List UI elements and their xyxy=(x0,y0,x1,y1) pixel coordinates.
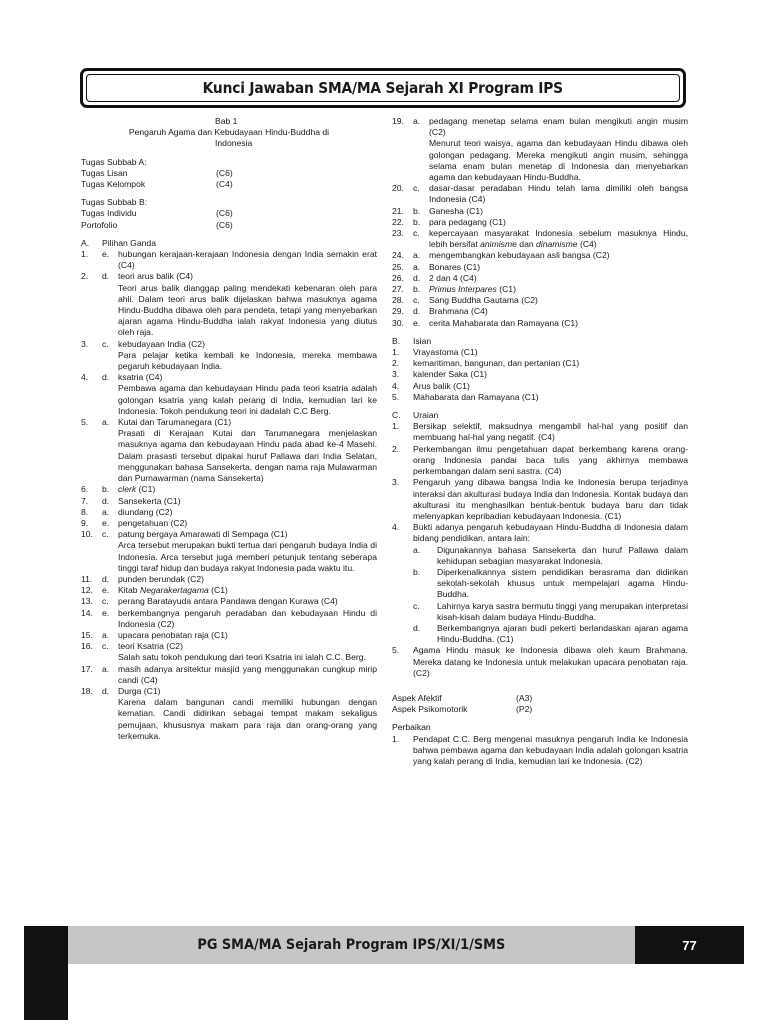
answer-text: Sansekerta (C1) xyxy=(118,495,181,506)
answer-item xyxy=(81,507,377,518)
left-column xyxy=(81,116,377,742)
answer-item xyxy=(392,306,688,317)
answer-item xyxy=(392,228,688,250)
answer-number: 13. xyxy=(81,596,93,607)
answer-number: 1. xyxy=(81,249,89,260)
uraian-sub-letter: c. xyxy=(413,600,420,611)
uraian-text: Bersikap selektif, maksudnya mengambil hal-hal yang positif dan membuang hal-hal yang negatif. (C4) xyxy=(413,421,688,443)
answer-number: 29. xyxy=(392,306,404,317)
answer-text: mengembangkan kebudayaan asli bangsa (C2) xyxy=(429,250,610,261)
answer-number: 17. xyxy=(81,663,93,674)
answer-number: 24. xyxy=(392,250,404,261)
perbaikan-item xyxy=(392,734,688,768)
answer-item xyxy=(392,206,688,217)
answer-number: 3. xyxy=(81,338,89,349)
tugas-b-heading: Tugas Subbab B: xyxy=(81,197,148,208)
answer-item xyxy=(392,116,688,138)
uraian-sub-text: Berkembangnya ajaran budi pekerti berlandaskan ajaran agama Hindu-Buddha. (C1) xyxy=(437,622,688,645)
chapter-title-line2: Indonesia xyxy=(215,138,253,149)
isian-number: 5. xyxy=(392,391,400,402)
answer-number: 30. xyxy=(392,317,404,328)
uraian-text: Agama Hindu masuk ke Indonesia dibawa oleh kaum Brahmana. Mereka datang ke Indonesia untuk melakukan upacara penobatan raja. (C2) xyxy=(413,645,688,678)
answer-letter: c. xyxy=(413,295,420,306)
answer-note: Salah satu tokoh pendukung dari teori Ksatria ini ialah C.C. Berg. xyxy=(118,652,366,663)
answer-number: 10. xyxy=(81,529,93,540)
answer-letter: e. xyxy=(102,517,110,528)
answer-number: 4. xyxy=(81,372,89,383)
answer-number: 16. xyxy=(81,641,93,652)
answer-text: ksatria (C4) xyxy=(118,372,163,383)
answer-number: 18. xyxy=(81,685,93,696)
answer-text: perang Baratayuda antara Pandawa dengan Kurawa (C4) xyxy=(118,596,338,607)
tugas-a-heading: Tugas Subbab A: xyxy=(81,156,147,167)
answer-letter: d. xyxy=(413,272,421,283)
answer-text: 2 dan 4 (C4) xyxy=(429,272,477,283)
answer-text: masih adanya arsitektur masjid yang menggunakan cungkup mirip candi (C4) xyxy=(118,663,377,685)
right-column xyxy=(392,116,688,767)
section-c-heading: C. Uraian xyxy=(392,410,439,421)
answer-note: Para pelajar ketika kembali ke Indonesia, mereka membawa pegaruh kebudayaan India. xyxy=(118,349,377,372)
answer-text: kebudayaan India (C2) xyxy=(118,338,205,349)
answer-letter: b. xyxy=(413,216,421,227)
answer-text: Bonares (C1) xyxy=(429,261,481,272)
uraian-number: 5. xyxy=(392,645,400,656)
answer-text: berkembangnya pengaruh peradaban dan kebudayaan Hindu di Indonesia (C2) xyxy=(118,607,377,629)
isian-item xyxy=(392,358,688,369)
answer-letter: b. xyxy=(413,284,421,295)
answer-letter: d. xyxy=(102,372,110,383)
answer-note: Menurut teori waisya, agama dan kebudayaan Hindu dibawa oleh golongan pedagang. Mereka mengikuti angin musim, sehingga selama enam bulan menetap di Indonesia dan menyebarkan agama dan kebudayaan Hindu-Buddha. xyxy=(429,138,688,183)
isian-text: kemaritiman, bangunan, dan pertanian (C1) xyxy=(413,358,580,369)
uraian-item xyxy=(392,477,688,522)
answer-number: 22. xyxy=(392,216,404,227)
uraian-text: Bukti adanya pengaruh kebudayaan Hindu-Buddha di Indonesia dalam bidang pendidikan, antara lain: xyxy=(413,522,688,544)
answer-number: 12. xyxy=(81,585,93,596)
answer-note: Teori arus balik dianggap paling mendekati kebenaran oleh para ahli. Dalam teori arus balik dijelaskan bahwa masuknya agama Hindu-Buddha dibawa oleh para pendeta, tetapi yang menyebarkan ajaran agama Hindu-Buddha ialah rakyat Indonesia yang diutus oleh raja. xyxy=(118,282,377,338)
answer-item xyxy=(81,630,377,641)
isian-list xyxy=(392,347,688,403)
answer-number: 21. xyxy=(392,205,404,216)
answer-number: 2. xyxy=(81,271,89,282)
uraian-text: Perkembangan ilmu pengetahuan dapat berkembang karena orang-orang Indonesia pandai baca tulis yang akhirnya membawa perkembangan dalam seni sastra. (C4) xyxy=(413,443,688,477)
isian-number: 2. xyxy=(392,358,400,369)
pilihan-ganda-list-right xyxy=(392,116,688,329)
answer-item xyxy=(392,217,688,228)
perbaikan-number: 1. xyxy=(392,733,400,744)
answer-item xyxy=(81,596,377,607)
uraian-sub-letter: b. xyxy=(413,566,421,577)
answer-letter: b. xyxy=(413,205,421,216)
header-box-inner xyxy=(86,74,680,102)
answer-text: kepercayaan masyarakat Indonesia sebelum masuknya Hindu, lebih bersifat animisme dan dinamisme (C4) xyxy=(429,228,688,250)
answer-item xyxy=(81,339,377,350)
isian-item xyxy=(392,392,688,403)
answer-text: punden berundak (C2) xyxy=(118,573,204,584)
answer-number: 26. xyxy=(392,272,404,283)
answer-letter: e. xyxy=(102,585,110,596)
answer-number: 28. xyxy=(392,295,404,306)
uraian-item xyxy=(392,645,688,679)
tugas-row: Tugas Kelompok (C4) xyxy=(81,179,233,190)
answer-letter: c. xyxy=(102,529,109,540)
isian-text: Arus balik (C1) xyxy=(413,380,470,391)
answer-text: Durga (C1) xyxy=(118,685,161,696)
answer-number: 14. xyxy=(81,607,93,618)
answer-text: pedagang menetap selama enam bulan mengikuti angin musim (C2) xyxy=(429,116,688,138)
answer-text: hubungan kerajaan-kerajaan Indonesia dengan India semakin erat (C4) xyxy=(118,249,377,271)
answer-item xyxy=(81,372,377,383)
uraian-list xyxy=(392,421,688,679)
answer-item xyxy=(81,608,377,630)
answer-letter: e. xyxy=(413,317,421,328)
answer-text: cerita Mahabarata dan Ramayana (C1) xyxy=(429,317,579,328)
tugas-row: Tugas Lisan (C6) xyxy=(81,167,233,178)
uraian-number: 4. xyxy=(392,522,400,533)
chapter-title-line1: Pengaruh Agama dan Kebudayaan Hindu-Buddha di xyxy=(128,127,330,138)
answer-text: teori Ksatria (C2) xyxy=(118,641,183,652)
answer-text: Brahmana (C4) xyxy=(429,306,488,317)
answer-letter: e. xyxy=(102,249,110,260)
answer-letter: d. xyxy=(102,685,110,696)
answer-number: 11. xyxy=(81,573,93,584)
uraian-subitem xyxy=(392,545,688,567)
answer-text: upacara penobatan raja (C1) xyxy=(118,629,228,640)
isian-item xyxy=(392,381,688,392)
tugas-row: Portofolio (C6) xyxy=(81,219,233,230)
isian-number: 3. xyxy=(392,369,400,380)
answer-number: 8. xyxy=(81,506,89,517)
page-title: Kunci Jawaban SMA/MA Sejarah XI Program IPS xyxy=(202,79,564,97)
uraian-sub-letter: d. xyxy=(413,622,421,633)
answer-number: 6. xyxy=(81,484,89,495)
isian-number: 4. xyxy=(392,380,400,391)
uraian-sub-text: Lahirnya karya sastra bermutu tinggi yang merupakan interpretasi kisah-kisah dalam budaya Hindu-Buddha. xyxy=(437,600,688,622)
isian-item xyxy=(392,347,688,358)
uraian-sub-letter: a. xyxy=(413,544,421,555)
answer-item xyxy=(81,518,377,529)
answer-text: Ganesha (C1) xyxy=(429,205,483,216)
isian-text: Vrayastoma (C1) xyxy=(413,347,478,358)
answer-letter: c. xyxy=(102,641,109,652)
answer-letter: c. xyxy=(413,183,420,194)
uraian-number: 3. xyxy=(392,477,400,488)
answer-letter: d. xyxy=(102,495,110,506)
uraian-number: 1. xyxy=(392,421,400,432)
answer-number: 23. xyxy=(392,228,404,239)
footer-bar xyxy=(68,926,635,964)
answer-item xyxy=(392,318,688,329)
section-a-heading: A. Pilihan Ganda xyxy=(81,237,156,248)
answer-item xyxy=(392,183,688,205)
answer-number: 9. xyxy=(81,517,89,528)
uraian-item xyxy=(392,444,688,478)
answer-number: 5. xyxy=(81,417,89,428)
answer-item xyxy=(81,686,377,697)
pilihan-ganda-list-left xyxy=(81,249,377,742)
chapter-label: Bab 1 xyxy=(215,116,238,126)
isian-text: kalender Saka (C1) xyxy=(413,369,488,380)
isian-item xyxy=(392,369,688,380)
answer-item xyxy=(392,295,688,306)
answer-text: clerk (C1) xyxy=(118,484,156,495)
answer-item xyxy=(392,273,688,284)
answer-letter: d. xyxy=(413,306,421,317)
answer-note: Karena dalam bangunan candi memiliki hubungan dengan kematian. Candi didirikan sebagai tempat makam sekaligus pemujaan, khususnya makam para raja dan orang-orang yang terkemuka. xyxy=(118,697,377,741)
answer-item xyxy=(81,249,377,271)
perbaikan-list xyxy=(392,734,688,768)
answer-letter: d. xyxy=(102,573,110,584)
answer-number: 20. xyxy=(392,183,404,194)
answer-item xyxy=(81,271,377,282)
answer-number: 19. xyxy=(392,116,404,126)
section-b-heading: B. Isian xyxy=(392,335,432,346)
answer-item xyxy=(81,574,377,585)
answer-text: para pedagang (C1) xyxy=(429,216,506,227)
answer-text: diundang (C2) xyxy=(118,506,173,517)
uraian-subitem xyxy=(392,623,688,645)
answer-item xyxy=(81,664,377,686)
answer-text: Sang Buddha Gautama (C2) xyxy=(429,295,538,306)
answer-text: Kitab Negarakertagama (C1) xyxy=(118,585,228,596)
answer-item xyxy=(81,641,377,652)
perbaikan-text: Pendapat C.C. Berg mengenai masuknya pengaruh India ke Indonesia bahwa pembawa agama dan kebudayaan India adalah golongan ksatria yang kalah perang di India, kemudian lari ke Indonesia. (C2) xyxy=(413,733,688,766)
uraian-item xyxy=(392,522,688,544)
answer-item xyxy=(81,529,377,540)
isian-number: 1. xyxy=(392,347,400,358)
answer-letter: c. xyxy=(102,338,109,349)
answer-text: Kutai dan Tarumanegara (C1) xyxy=(118,417,232,428)
header-box xyxy=(80,68,686,108)
answer-letter: a. xyxy=(102,663,110,674)
answer-letter: c. xyxy=(413,228,420,239)
answer-number: 7. xyxy=(81,495,89,506)
footer-left-block xyxy=(24,926,68,1020)
answer-item xyxy=(81,484,377,495)
answer-letter: a. xyxy=(102,417,110,428)
isian-text: Mahabarata dan Ramayana (C1) xyxy=(413,391,539,402)
answer-item xyxy=(81,585,377,596)
aspek-row: Aspek Afektif (A3) xyxy=(392,692,533,703)
answer-note: Prasati di Kerajaan Kutai dan Tarumanegara menjelaskan masuknya agama dan kebudayaan Hindu pada abad ke-4 Masehi. Dalam prasasti tersebut dipakai huruf Pallawa dari India Selatan, menggunakan bahasa Sansekerta, dengan nama raja Mulawarman dan Purnawarman (nama Sansekerta) xyxy=(118,428,377,484)
answer-text: dasar-dasar peradaban Hindu telah lama dimiliki oleh bangsa Indonesia (C4) xyxy=(429,183,688,205)
answer-letter: a. xyxy=(102,629,110,640)
answer-letter: a. xyxy=(413,116,421,126)
uraian-subitem xyxy=(392,567,688,601)
answer-text: pengetahuan (C2) xyxy=(118,517,188,528)
answer-note: Pembawa agama dan kebudayaan Hindu pada teori ksatria adalah golongan ksatria yang kalah perang di India, kemudian lari ke Indonesia. Tokoh pendukung teori ini dadalah C.C Berg. xyxy=(118,383,377,416)
answer-text: Primus Interpares (C1) xyxy=(429,284,516,295)
answer-letter: d. xyxy=(102,271,110,282)
answer-letter: b. xyxy=(102,484,110,495)
answer-number: 27. xyxy=(392,284,404,295)
uraian-subitem xyxy=(392,601,688,623)
uraian-text: Pengaruh yang dibawa bangsa India ke Indonesia berupa terjadinya interaksi dan akulturasi budaya India dan Indonesia. Kontak budaya dan akulturasi itu menghasilkan bentuk-bentuk budaya baru dan tidak melenyapkan kepribadian kebudayaan Indonesia. (C1) xyxy=(413,477,688,521)
answer-item xyxy=(392,262,688,273)
answer-letter: a. xyxy=(102,506,110,517)
answer-item xyxy=(81,496,377,507)
answer-letter: c. xyxy=(102,596,109,607)
answer-item xyxy=(392,250,688,261)
answer-number: 25. xyxy=(392,261,404,272)
footer-title: PG SMA/MA Sejarah Program IPS/XI/1/SMS xyxy=(197,937,506,953)
uraian-sub-text: Diperkenalkannya sistem pendidikan berasrama dan didirikan sekolah-sekolah khusus untuk mempelajari agama Hindu-Buddha. xyxy=(437,566,688,600)
uraian-number: 2. xyxy=(392,443,400,454)
uraian-item xyxy=(392,421,688,443)
answer-text: patung bergaya Amarawati di Sempaga (C1) xyxy=(118,529,288,540)
perbaikan-heading: Perbaikan xyxy=(392,722,431,733)
uraian-sub-text: Digunakannya bahasa Sansekerta dan huruf Pallawa dalam kehidupan sebagian masyarakat Indonesia. xyxy=(437,544,688,566)
answer-letter: a. xyxy=(413,250,421,261)
answer-item xyxy=(392,284,688,295)
answer-item xyxy=(81,417,377,428)
tugas-row: Tugas Individu (C6) xyxy=(81,208,233,219)
answer-letter: e. xyxy=(102,607,110,618)
answer-text: teori arus balik (C4) xyxy=(118,271,193,282)
answer-number: 15. xyxy=(81,629,93,640)
answer-letter: a. xyxy=(413,261,421,272)
aspek-row: Aspek Psikomotorik (P2) xyxy=(392,704,533,715)
answer-note: Arca tersebut merupakan bukti tertua dari pengaruh budaya India di Indonesia. Arca tersebut juga memberi petunjuk tentang seberapa tinggi taraf hidup dan budaya rakyat Indonesia pada waktu itu. xyxy=(118,540,377,573)
page-number: 77 xyxy=(635,926,744,964)
